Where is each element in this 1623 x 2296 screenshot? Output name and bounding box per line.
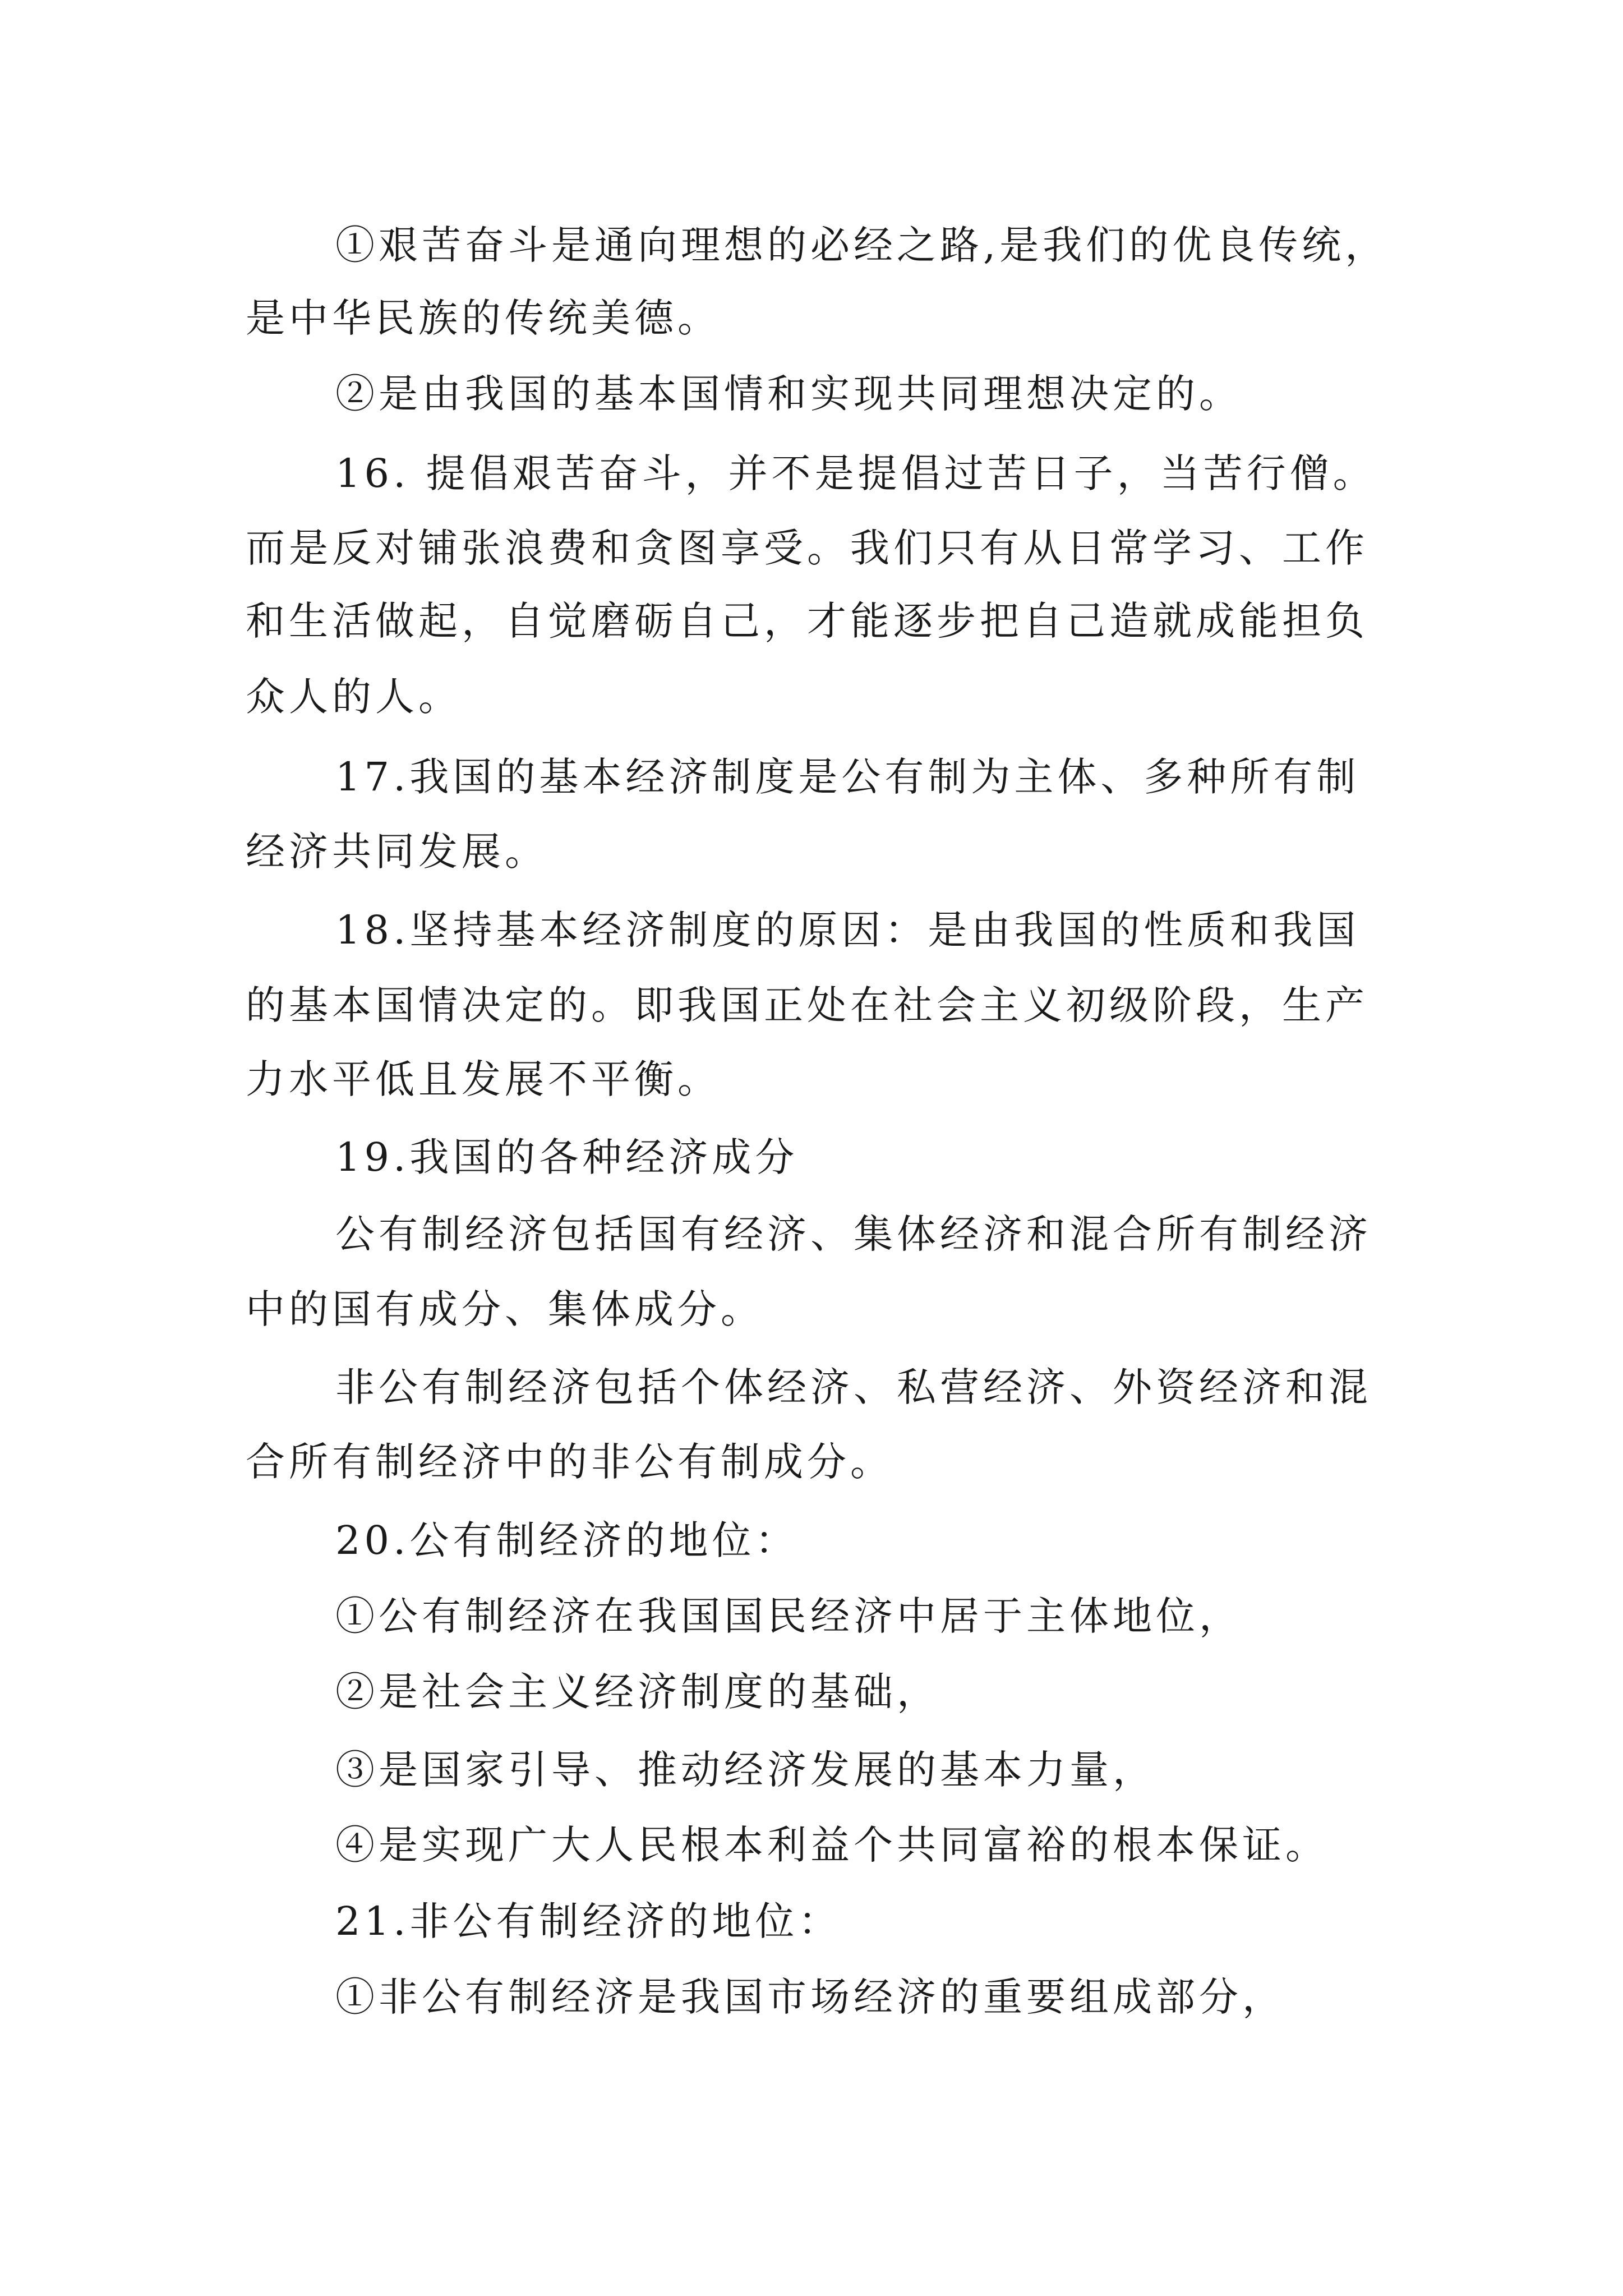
text-line: ①非公有制经济是我国市场经济的重要组成部分， <box>335 1974 1285 2020</box>
text-line: 中的国有成分、集体成分。 <box>246 1286 764 1332</box>
text-line: ④是实现广大人民根本利益个共同富裕的根本保证。 <box>335 1822 1329 1868</box>
text-line: 是中华民族的传统美德。 <box>246 295 721 341</box>
text-line: 经济共同发展。 <box>246 829 548 875</box>
text-line: 的基本国情决定的。即我国正处在社会主义初级阶段，生产 <box>246 982 1368 1028</box>
text-line: ②是社会主义经济制度的基础， <box>335 1669 940 1715</box>
text-line: 合所有制经济中的非公有制成分。 <box>246 1439 893 1485</box>
text-line: ②是由我国的基本国情和实现共同理想决定的。 <box>335 371 1242 417</box>
text-line: 众人的人。 <box>246 674 462 720</box>
text-line: 21.非公有制经济的地位： <box>335 1898 842 1944</box>
text-line: 20.公有制经济的地位： <box>335 1517 799 1563</box>
text-line: 公有制经济包括国有经济、集体经济和混合所有制经济 <box>335 1211 1372 1257</box>
text-line: 非公有制经济包括个体经济、私营经济、外资经济和混 <box>335 1364 1372 1410</box>
text-line: ①艰苦奋斗是通向理想的必经之路,是我们的优良传统， <box>335 222 1389 268</box>
text-line: ③是国家引导、推动经济发展的基本力量， <box>335 1747 1156 1793</box>
text-line: 16. 提倡艰苦奋斗，并不是提倡过苦日子，当苦行僧。 <box>335 450 1376 496</box>
text-line: 18.坚持基本经济制度的原因：是由我国的性质和我国 <box>335 907 1360 953</box>
text-line: 力水平低且发展不平衡。 <box>246 1056 721 1102</box>
text-line: 17.我国的基本经济制度是公有制为主体、多种所有制 <box>335 754 1360 800</box>
text-line: 而是反对铺张浪费和贪图享受。我们只有从日常学习、工作 <box>246 525 1368 571</box>
text-line: 19.我国的各种经济成分 <box>335 1134 799 1180</box>
text-line: 和生活做起，自觉磨砺自己，才能逐步把自己造就成能担负 <box>246 598 1368 644</box>
text-line: ①公有制经济在我国国民经济中居于主体地位， <box>335 1593 1242 1639</box>
